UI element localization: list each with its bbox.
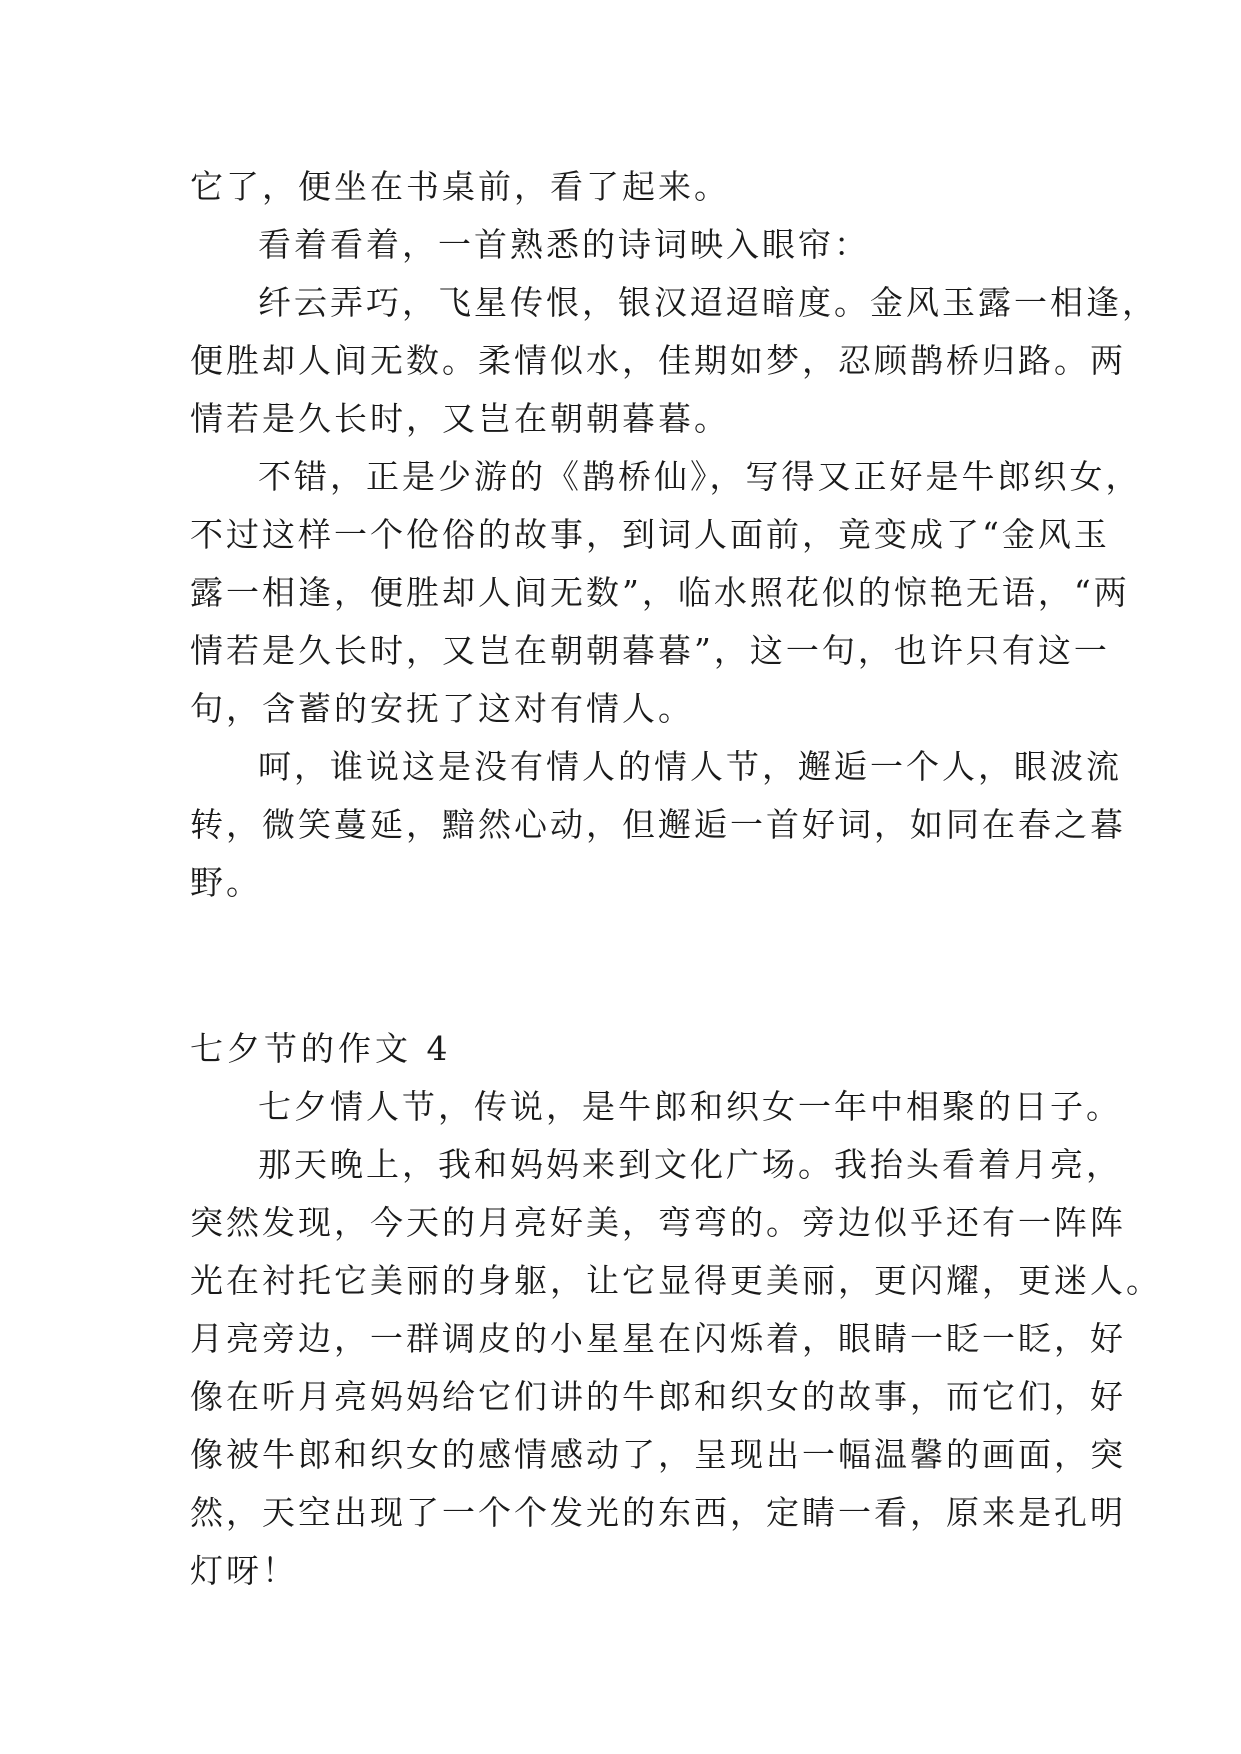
poem-line: 便胜却人间无数。柔情似水，佳期如梦，忍顾鹊桥归路。两 [190,341,1126,380]
paragraph-line: 情若是久长时，又岂在朝朝暮暮”，这一句，也许只有这一 [190,631,1110,670]
paragraph-line: 转，微笑蔓延，黯然心动，但邂逅一首好词，如同在春之暮 [190,805,1126,844]
paragraph-line: 不错，正是少游的《鹊桥仙》，写得又正好是牛郎织女， [258,457,1142,496]
section-gap [190,912,1070,1020]
paragraph-line: 然，天空出现了一个个发光的东西，定睛一看，原来是孔明 [190,1493,1126,1532]
document-body [190,158,1162,1600]
poem-line: 纤云弄巧，飞星传恨，银汉迢迢暗度。金风玉露一相逢， [258,283,1158,322]
paragraph-line: 不过这样一个伧俗的故事，到词人面前，竟变成了“金风玉 [190,515,1110,554]
paragraph-line: 那天晚上，我和妈妈来到文化广场。我抬头看着月亮， [258,1145,1122,1184]
paragraph-line: 灯呀！ [190,1551,298,1590]
paragraph-line: 七夕情人节，传说，是牛郎和织女一年中相聚的日子。 [258,1087,1122,1126]
paragraph-line: 突然发现，今天的月亮好美，弯弯的。旁边似乎还有一阵阵 [190,1203,1126,1242]
paragraph-line: 句，含蓄的安抚了这对有情人。 [190,689,694,728]
paragraph-line: 呵，谁说这是没有情人的情人节，邂逅一个人，眼波流 [258,747,1122,786]
paragraph-line: 像被牛郎和织女的感情感动了，呈现出一幅温馨的画面，突 [190,1435,1126,1474]
poem-line: 情若是久长时，又岂在朝朝暮暮。 [190,399,730,438]
paragraph-line: 露一相逢，便胜却人间无数”，临水照花似的惊艳无语，“两 [190,573,1130,612]
section-title: 七夕节的作文 4 [190,1029,452,1068]
paragraph-line: 像在听月亮妈妈给它们讲的牛郎和织女的故事，而它们，好 [190,1377,1126,1416]
paragraph-line: 它了，便坐在书桌前，看了起来。 [190,167,730,206]
paragraph-line: 光在衬托它美丽的身躯，让它显得更美丽，更闪耀，更迷人。 [190,1261,1162,1300]
paragraph-line: 看着看着，一首熟悉的诗词映入眼帘： [258,225,870,264]
paragraph-line: 月亮旁边，一群调皮的小星星在闪烁着，眼睛一眨一眨，好 [190,1319,1126,1358]
paragraph-line: 野。 [190,863,262,902]
